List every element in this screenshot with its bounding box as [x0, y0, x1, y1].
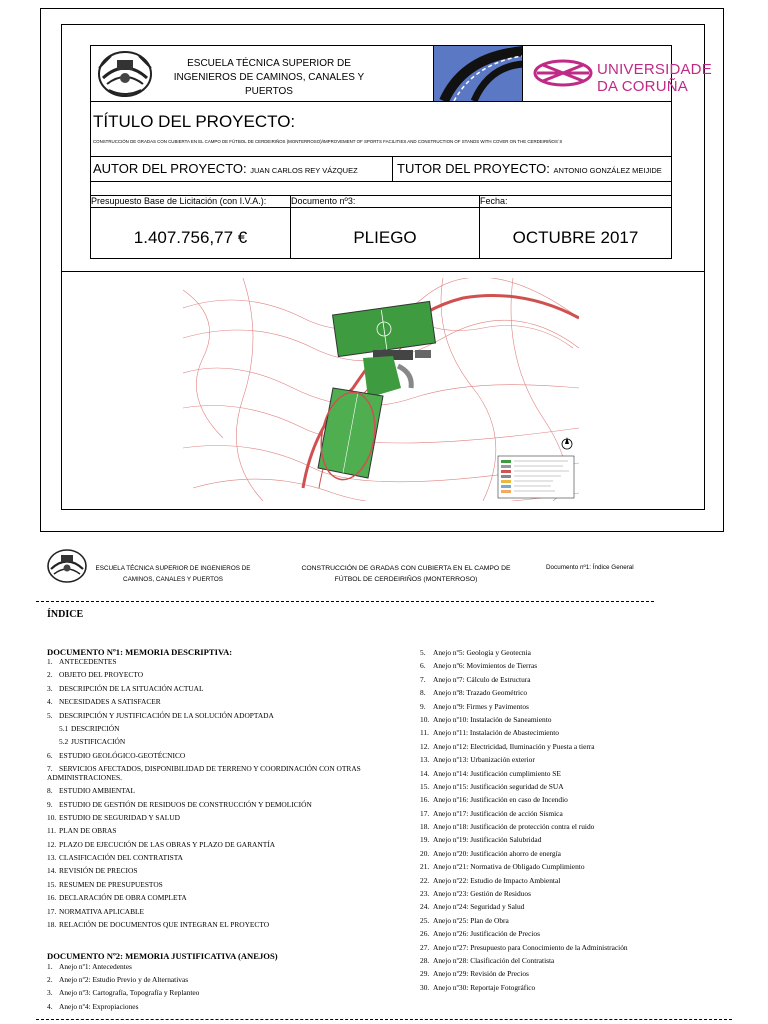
index-list-item: [420, 929, 720, 942]
udc-logo-icon: [533, 58, 593, 88]
document-label: Documento nº3:: [291, 196, 356, 206]
tutor-line: [397, 161, 662, 176]
index-list-item: [420, 769, 720, 782]
date-cell: [480, 196, 671, 258]
doc1-list: [47, 657, 377, 933]
index-item-number: 17.: [47, 906, 60, 916]
index-item-number: 18.: [47, 920, 60, 930]
index-item-number: 27.: [420, 942, 433, 952]
header-divider: [36, 601, 654, 602]
index-item-text: Anejo nº3: Cartografía, Topografía y Replanteo: [59, 988, 200, 998]
index-item-number: 15.: [47, 879, 60, 889]
index-document-ref: Documento nº1: Índice General: [546, 564, 634, 571]
index-list-item: [420, 675, 720, 688]
index-item-text: Anejo nº19: Justificación Salubridad: [433, 835, 542, 845]
index-list-item: [47, 751, 377, 764]
index-item-text: Anejo nº25: Plan de Obra: [433, 915, 509, 925]
index-list-item: [47, 711, 377, 724]
index-list-item: [420, 889, 720, 902]
index-item-number: 3.: [47, 683, 57, 693]
index-item-text: Anejo nº27: Presupuesto para Conocimiento de la Administración: [433, 942, 628, 952]
index-project-name: CONSTRUCCIÓN DE GRADAS CON CUBIERTA EN EL CAMPO DE FÚTBOL DE CERDEIRIÑOS (MONTERROSO): [301, 565, 511, 583]
index-item-number: 2.: [47, 975, 57, 985]
university-name: UNIVERSIDADE DA CORUÑA: [597, 61, 712, 95]
index-item-text: JUSTIFICACIÓN: [71, 737, 126, 747]
index-list-item: [47, 853, 377, 866]
index-item-text: ESTUDIO GEOLÓGICO-GEOTÉCNICO: [59, 750, 186, 760]
index-list-item: [47, 813, 377, 826]
budget-cell: [91, 196, 291, 258]
index-list-item: [420, 809, 720, 822]
index-list-item: [420, 795, 720, 808]
index-item-text: NECESIDADES A SATISFACER: [59, 697, 161, 707]
index-item-text: Anejo nº20: Justificación ahorro de energía: [433, 848, 561, 858]
index-list-item: [47, 786, 377, 799]
index-item-number: 23.: [420, 889, 433, 899]
author-line: [93, 161, 358, 176]
index-item-text: Anejo nº1: Antecedentes: [59, 962, 132, 971]
index-list-item: [47, 737, 377, 750]
index-item-text: Anejo nº29: Revisión de Precios: [433, 969, 529, 979]
date-label: Fecha:: [480, 196, 508, 206]
index-list-item: [47, 840, 377, 853]
author-name: JUAN CARLOS REY VÁZQUEZ: [250, 166, 358, 175]
index-item-number: 22.: [420, 875, 433, 885]
index-list-item: [420, 782, 720, 795]
index-item-text: Anejo nº24: Seguridad y Salud: [433, 902, 525, 912]
footer-divider: [36, 1019, 732, 1020]
index-list-item: [420, 728, 720, 741]
index-list-item: [47, 684, 377, 697]
index-item-text: Anejo nº11: Instalación de Abastecimiento: [433, 728, 559, 738]
index-item-text: Anejo nº23: Gestión de Residuos: [433, 889, 531, 899]
document-value: PLIEGO: [353, 228, 417, 247]
index-item-text: DECLARACIÓN DE OBRA COMPLETA: [59, 893, 187, 903]
index-item-text: Anejo nº5: Geología y Geotecnia: [433, 648, 531, 657]
index-item-number: 16.: [47, 893, 60, 903]
index-item-text: DESCRIPCIÓN: [71, 723, 120, 733]
budget-label: Presupuesto Base de Licitación (con I.V.A.):: [91, 196, 267, 206]
index-item-number: 4.: [47, 1001, 57, 1011]
index-item-number: 30.: [420, 982, 433, 992]
index-item-number: 1.: [47, 962, 57, 971]
index-item-number: 5.: [47, 710, 57, 720]
index-list-item: [47, 893, 377, 906]
index-item-number: 8.: [420, 688, 430, 698]
index-list-item: [420, 956, 720, 969]
index-item-text: NORMATIVA APLICABLE: [59, 906, 145, 916]
index-list-item: [420, 862, 720, 875]
index-item-number: 10.: [420, 714, 433, 724]
index-item-text: CLASIFICACIÓN DEL CONTRATISTA: [59, 853, 183, 863]
date-value: OCTUBRE 2017: [512, 228, 639, 247]
doc2-heading: DOCUMENTO Nº2: MEMORIA JUSTIFICATIVA (ANEJOS): [47, 951, 278, 961]
index-item-text: RELACIÓN DE DOCUMENTOS QUE INTEGRAN EL PROYECTO: [59, 920, 270, 930]
index-list-item: [420, 742, 720, 755]
index-item-number: 9.: [47, 799, 57, 809]
index-item-number: 14.: [420, 768, 433, 778]
index-item-number: 15.: [420, 781, 433, 791]
index-list-item: [420, 715, 720, 728]
index-item-number: 20.: [420, 848, 433, 858]
index-item-text: PLAZO DE EJECUCIÓN DE LAS OBRAS Y PLAZO DE GARANTÍA: [59, 839, 276, 849]
index-item-text: Anejo nº15: Justificación seguridad de SUA: [433, 781, 564, 791]
index-list-item: [420, 902, 720, 915]
index-item-text: ESTUDIO AMBIENTAL: [59, 786, 135, 796]
school-name: ESCUELA TÉCNICA SUPERIOR DE INGENIEROS DE CAMINOS, CANALES Y PUERTOS: [173, 58, 365, 97]
index-item-text: Anejo nº21: Normativa de Obligado Cumplimiento: [433, 862, 585, 872]
index-item-text: RESUMEN DE PRESUPUESTOS: [59, 879, 163, 889]
index-list-item: [47, 697, 377, 710]
index-list-item: [47, 724, 377, 737]
index-item-number: 6.: [420, 661, 430, 671]
author-row: [91, 157, 671, 182]
index-list-item: [420, 661, 720, 674]
index-item-text: REVISIÓN DE PRECIOS: [59, 866, 138, 876]
index-item-text: Anejo nº28: Clasificación del Contratista: [433, 955, 555, 965]
site-plan-drawing: [183, 278, 579, 501]
index-list-item: [420, 876, 720, 889]
index-item-text: DESCRIPCIÓN DE LA SITUACIÓN ACTUAL: [59, 683, 204, 693]
index-list-item: [420, 702, 720, 715]
index-item-text: Anejo nº12: Electricidad, Iluminación y Puesta a tierra: [433, 741, 595, 751]
doc2-list-continued: [420, 648, 720, 996]
index-item-text: Anejo nº30: Reportaje Fotográfico: [433, 982, 536, 992]
tutor-name: ANTONIO GONZÁLEZ MEIJIDE: [553, 166, 662, 175]
index-list-item: [47, 880, 377, 893]
index-list-item: [47, 826, 377, 839]
index-school-crest-icon: [44, 546, 90, 586]
index-item-text: Anejo nº13: Urbanización exterior: [433, 755, 535, 765]
index-item-number: 28.: [420, 955, 433, 965]
index-item-text: Anejo nº17: Justificación de acción Sísmica: [433, 808, 563, 818]
index-item-number: 17.: [420, 808, 433, 818]
index-list-item: [47, 988, 377, 1001]
index-list-item: [420, 916, 720, 929]
index-item-text: Anejo nº10: Instalación de Saneamiento: [433, 714, 552, 724]
cover-header-box: [90, 45, 712, 208]
index-item-number: 7.: [47, 764, 57, 774]
school-crest-icon: [93, 48, 157, 100]
index-item-text: ESTUDIO DE GESTIÓN DE RESIDUOS DE CONSTRUCCIÓN Y DEMOLICIÓN: [59, 799, 312, 809]
index-item-number: 11.: [47, 826, 60, 836]
index-list-item: [47, 962, 377, 975]
index-item-number: 11.: [420, 728, 433, 738]
index-list-item: [420, 943, 720, 956]
index-item-number: 9.: [420, 701, 430, 711]
index-item-text: Anejo nº14: Justificación cumplimiento SE: [433, 768, 561, 778]
index-item-number: 12.: [47, 839, 60, 849]
road-logo: [433, 46, 523, 101]
index-item-text: ANTECEDENTES: [59, 657, 117, 666]
budget-value: 1.407.756,77 €: [133, 228, 248, 247]
index-item-text: Anejo nº26: Justificación de Precios: [433, 929, 540, 939]
index-item-text: Anejo nº2: Estudio Previo y de Alternativas: [59, 975, 189, 985]
index-item-number: 25.: [420, 915, 433, 925]
index-list-item: [47, 907, 377, 920]
index-item-number: 6.: [47, 750, 57, 760]
index-item-number: 13.: [47, 853, 60, 863]
index-list-item: [47, 657, 377, 670]
index-item-number: 18.: [420, 822, 433, 832]
index-item-number: 5.1: [59, 723, 72, 733]
index-item-number: 5.: [420, 648, 430, 657]
index-item-number: 5.2: [59, 737, 72, 747]
budget-row: [90, 195, 672, 259]
project-title-text: CONSTRUCCIÓN DE GRADAS CON CUBIERTA EN EL CAMPO DE FÚTBOL DE CERDEIRIÑOS (MONTERROSO)/IMPROVEMENT OF SPORTS FACILITIES AND CONSTRUCTION OF STANDS WITH COVER ON THE CERDEIRIÑOS´S: [93, 139, 563, 144]
index-list-item: [420, 822, 720, 835]
index-list-item: [47, 764, 377, 786]
author-cell: [91, 157, 393, 181]
index-item-number: 8.: [47, 786, 57, 796]
index-item-number: 29.: [420, 969, 433, 979]
project-title-label: TÍTULO DEL PROYECTO:: [93, 112, 296, 131]
index-item-text: Anejo nº6: Movimientos de Tierras: [433, 661, 538, 671]
index-item-number: 12.: [420, 741, 433, 751]
index-item-number: 19.: [420, 835, 433, 845]
project-title-row: [91, 102, 671, 157]
index-item-number: 21.: [420, 862, 433, 872]
index-school-name: ESCUELA TÉCNICA SUPERIOR DE INGENIEROS DE CAMINOS, CANALES Y PUERTOS: [95, 565, 251, 583]
index-item-number: 24.: [420, 902, 433, 912]
index-list-item: [420, 849, 720, 862]
tutor-label: TUTOR DEL PROYECTO:: [397, 161, 550, 176]
index-item-number: 4.: [47, 697, 57, 707]
cover-logo-row: [91, 46, 712, 102]
index-item-text: Anejo nº4: Expropiaciones: [59, 1001, 139, 1011]
index-item-number: 16.: [420, 795, 433, 805]
index-list-item: [47, 866, 377, 879]
index-item-text: Anejo nº18: Justificación de protección contra el ruido: [433, 822, 595, 832]
index-item-number: 2.: [47, 670, 57, 680]
index-list-item: [420, 969, 720, 982]
document-cell: [291, 196, 480, 258]
index-list-item: [47, 1002, 377, 1015]
index-item-text: Anejo nº8: Trazado Geométrico: [433, 688, 528, 698]
plan-divider: [61, 271, 705, 272]
index-list-item: [420, 835, 720, 848]
index-item-text: PLAN DE OBRAS: [59, 826, 117, 836]
index-item-text: Anejo nº7: Cálculo de Estructura: [433, 674, 531, 684]
doc1-heading: DOCUMENTO Nº1: MEMORIA DESCRIPTIVA:: [47, 647, 233, 657]
index-title: ÍNDICE: [47, 609, 84, 620]
index-item-number: 13.: [420, 755, 433, 765]
index-item-text: Anejo nº9: Firmes y Pavimentos: [433, 701, 529, 711]
index-list-item: [420, 755, 720, 768]
index-item-text: Anejo nº22: Estudio de Impacto Ambiental: [433, 875, 561, 885]
index-list-item: [47, 920, 377, 933]
index-list-item: [47, 670, 377, 683]
index-item-number: 10.: [47, 812, 60, 822]
index-item-number: 7.: [420, 674, 430, 684]
index-item-text: DESCRIPCIÓN Y JUSTIFICACIÓN DE LA SOLUCIÓN ADOPTADA: [59, 710, 274, 720]
index-item-text: OBJETO DEL PROYECTO: [59, 670, 144, 680]
doc2-list: [47, 962, 377, 1015]
index-list-item: [420, 983, 720, 996]
index-list-item: [420, 648, 720, 661]
index-item-text: Anejo nº16: Justificación en caso de Incendio: [433, 795, 568, 805]
road-logo-icon: [434, 46, 523, 101]
index-item-number: 1.: [47, 657, 57, 666]
index-item-number: 14.: [47, 866, 60, 876]
index-item-text: SERVICIOS AFECTADOS, DISPONIBILIDAD DE TERRENO Y COORDINACIÓN CON OTRAS ADMINISTRACIONES.: [47, 764, 361, 783]
index-item-number: 3.: [47, 988, 57, 998]
index-item-text: ESTUDIO DE SEGURIDAD Y SALUD: [59, 812, 180, 822]
index-item-number: 26.: [420, 929, 433, 939]
author-label: AUTOR DEL PROYECTO:: [93, 161, 247, 176]
index-list-item: [47, 800, 377, 813]
index-list-item: [420, 688, 720, 701]
index-list-item: [47, 975, 377, 988]
